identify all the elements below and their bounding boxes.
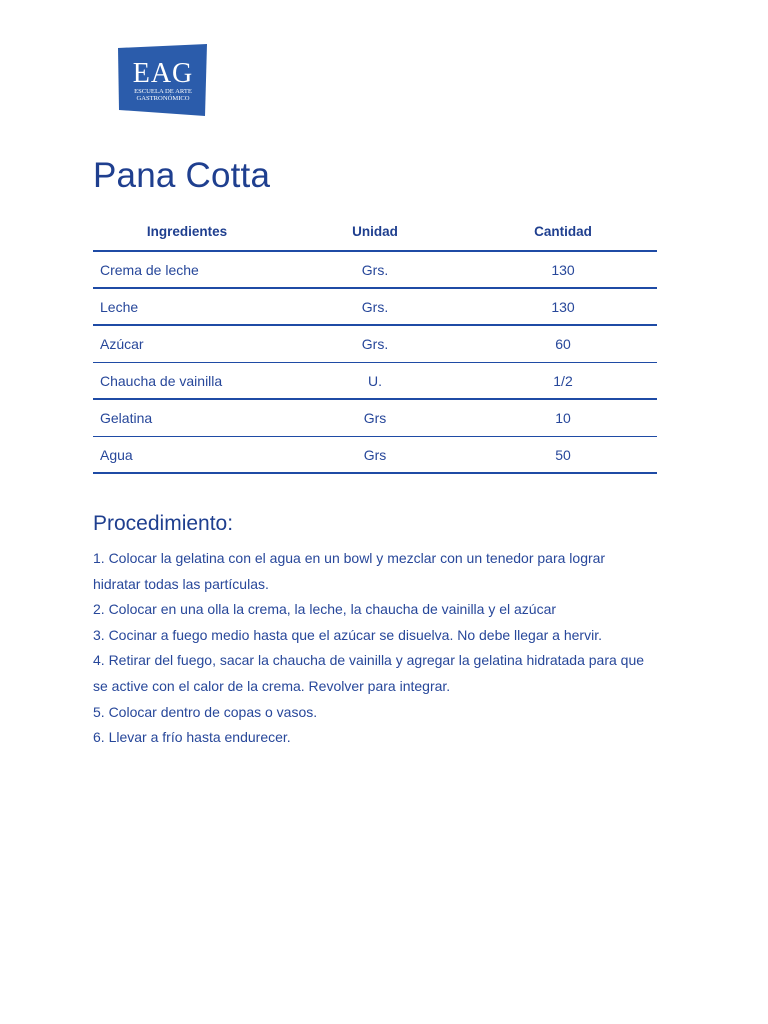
procedure-step: 5. Colocar dentro de copas o vasos. bbox=[93, 703, 318, 720]
cell-cantidad: 50 bbox=[555, 446, 571, 463]
logo-mark: EAG bbox=[132, 58, 194, 89]
table-header bbox=[93, 212, 657, 252]
cell-cantidad: 130 bbox=[551, 298, 575, 315]
cell-cantidad: 130 bbox=[551, 261, 575, 278]
table-row bbox=[93, 252, 657, 289]
table-row bbox=[93, 363, 657, 400]
cell-ingrediente: Azúcar bbox=[100, 336, 144, 352]
header-unidad: Unidad bbox=[352, 223, 398, 239]
cell-cantidad: 1/2 bbox=[553, 372, 573, 389]
cell-unidad: U. bbox=[368, 372, 382, 389]
cell-unidad: Grs. bbox=[361, 261, 389, 278]
logo-line-2: GASTRONÓMICO bbox=[136, 95, 190, 102]
cell-unidad: Grs bbox=[363, 446, 387, 463]
cell-cantidad: 60 bbox=[555, 336, 571, 352]
header-ingredientes: Ingredientes bbox=[146, 223, 228, 239]
header-cantidad: Cantidad bbox=[534, 223, 592, 239]
cell-unidad: Grs bbox=[363, 410, 387, 426]
procedure-step: 6. Llevar a frío hasta endurecer. bbox=[93, 729, 291, 746]
cell-cantidad: 10 bbox=[555, 410, 571, 426]
table-row bbox=[93, 289, 657, 326]
procedure-step: 2. Colocar en una olla la crema, la leche, la chaucha de vainilla y el azúcar bbox=[93, 601, 557, 618]
cell-ingrediente: Gelatina bbox=[100, 410, 153, 426]
procedure-steps bbox=[93, 546, 653, 751]
cell-unidad: Grs. bbox=[361, 336, 389, 352]
logo-line-1: ESCUELA DE ARTE bbox=[134, 88, 192, 95]
cell-ingrediente: Crema de leche bbox=[100, 261, 199, 278]
table-row bbox=[93, 437, 657, 474]
ingredients-table bbox=[93, 212, 657, 474]
procedure-step: 4. Retirar del fuego, sacar la chaucha de vainilla y agregar la gelatina hidratada para que se active con el calor de la crema. Revolver para integrar. bbox=[93, 652, 645, 694]
table-row bbox=[93, 326, 657, 363]
cell-ingrediente: Chaucha de vainilla bbox=[100, 372, 223, 389]
procedure-step: 3. Cocinar a fuego medio hasta que el azúcar se disuelva. No debe llegar a hervir. bbox=[93, 626, 602, 643]
cell-unidad: Grs. bbox=[361, 298, 389, 315]
procedure-title: Procedimiento: bbox=[93, 512, 234, 535]
procedure-step: 1. Colocar la gelatina con el agua en un bowl y mezclar con un tenedor para lograr hidratar todas las partículas. bbox=[93, 550, 606, 592]
school-logo bbox=[118, 44, 208, 116]
cell-ingrediente: Agua bbox=[100, 446, 133, 463]
cell-ingrediente: Leche bbox=[100, 298, 139, 315]
table-row bbox=[93, 400, 657, 437]
recipe-title: Pana Cotta bbox=[93, 156, 271, 195]
